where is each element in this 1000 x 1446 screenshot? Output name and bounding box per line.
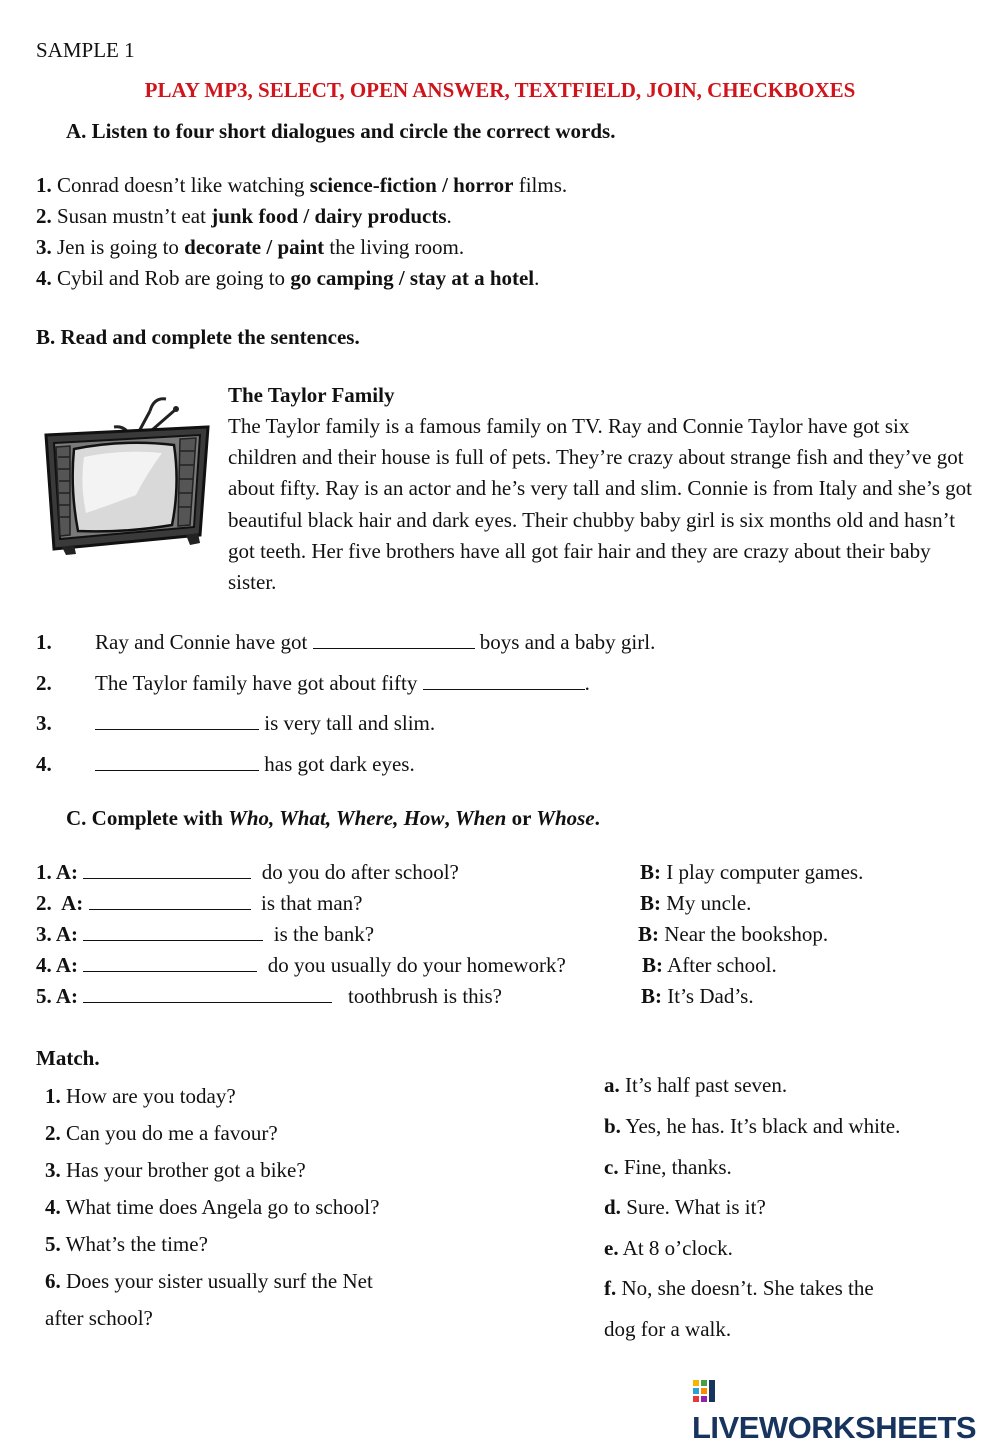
section-c-answer: B: I play computer games. bbox=[640, 860, 864, 884]
section-b-item: 4. bbox=[36, 752, 52, 776]
tv-icon bbox=[40, 385, 220, 555]
section-c-row: 3. A: is the bank? bbox=[36, 922, 375, 946]
section-c-answer: B: After school. bbox=[642, 953, 777, 977]
match-question[interactable]: 6. Does your sister usually surf the Net bbox=[45, 1269, 373, 1293]
textfield[interactable] bbox=[423, 671, 585, 690]
match-title: Match. bbox=[36, 1046, 100, 1070]
section-c-answer: B: Near the bookshop. bbox=[638, 922, 829, 946]
section-b-item: 1. bbox=[36, 630, 52, 654]
textfield[interactable] bbox=[313, 630, 475, 649]
liveworksheets-logo-icon bbox=[692, 1378, 716, 1405]
section-b-item: 2. bbox=[36, 671, 52, 695]
section-a-title: A. Listen to four short dialogues and circle the correct words. bbox=[66, 119, 616, 143]
match-answer[interactable]: b. Yes, he has. It’s black and white. bbox=[604, 1114, 901, 1138]
section-b-sentence: has got dark eyes. bbox=[95, 752, 415, 777]
section-c-row: 4. A: do you usually do your homework? bbox=[36, 953, 566, 977]
match-question-cont: after school? bbox=[45, 1306, 153, 1330]
textfield[interactable] bbox=[89, 891, 251, 910]
match-answer[interactable]: a. It’s half past seven. bbox=[604, 1073, 788, 1097]
textfield[interactable] bbox=[95, 711, 259, 730]
textfield[interactable] bbox=[83, 953, 257, 972]
section-b-item: 3. bbox=[36, 711, 52, 735]
match-answer[interactable]: c. Fine, thanks. bbox=[604, 1155, 732, 1179]
section-c-answer: B: My uncle. bbox=[640, 891, 752, 915]
textfield[interactable] bbox=[95, 752, 259, 771]
activity-types-heading: PLAY MP3, SELECT, OPEN ANSWER, TEXTFIELD, JOIN, CHECKBOXES bbox=[144, 78, 856, 102]
match-question[interactable]: 2. Can you do me a favour? bbox=[45, 1121, 278, 1145]
sample-label: SAMPLE 1 bbox=[36, 38, 135, 62]
section-b-sentence: Ray and Connie have got boys and a baby girl. bbox=[95, 630, 656, 654]
section-a-item: 2. Susan mustn’t eat junk food / dairy products. bbox=[36, 204, 452, 228]
reading-text: The Taylor family is a famous family on TV. Ray and Connie Taylor have got six children and their house is full of pets. They’re crazy about strange fish and they’ve got about fifty. Ray is an actor and he’s very tall and slim. Connie is from Italy and she’s got beautiful black hair and dark eyes. Their chubby baby girl is six months old and hasn’t got teeth. Her five brothers have all got fair hair and they are crazy about their baby sister. bbox=[228, 414, 972, 595]
match-question[interactable]: 1. How are you today? bbox=[45, 1084, 236, 1108]
match-answer-cont: dog for a walk. bbox=[604, 1317, 732, 1341]
section-a-item: 3. Jen is going to decorate / paint the living room. bbox=[36, 235, 465, 259]
section-b-sentence: is very tall and slim. bbox=[95, 711, 435, 736]
match-question[interactable]: 5. What’s the time? bbox=[45, 1232, 208, 1256]
match-question[interactable]: 4. What time does Angela go to school? bbox=[45, 1195, 380, 1219]
reading-title: The Taylor Family bbox=[228, 383, 395, 407]
textfield[interactable] bbox=[83, 860, 251, 879]
match-answer[interactable]: f. No, she doesn’t. She takes the bbox=[604, 1276, 874, 1300]
section-c-row: 2. A: is that man? bbox=[36, 891, 363, 915]
match-question[interactable]: 3. Has your brother got a bike? bbox=[45, 1158, 306, 1182]
match-answer[interactable]: d. Sure. What is it? bbox=[604, 1195, 766, 1219]
section-b-sentence: The Taylor family have got about fifty . bbox=[95, 671, 590, 695]
section-c-answer: B: It’s Dad’s. bbox=[641, 984, 754, 1008]
textfield[interactable] bbox=[83, 984, 332, 1003]
match-answer[interactable]: e. At 8 o’clock. bbox=[604, 1236, 733, 1260]
section-a-item: 4. Cybil and Rob are going to go camping / stay at a hotel. bbox=[36, 266, 540, 290]
textfield[interactable] bbox=[83, 922, 263, 941]
section-a-item: 1. Conrad doesn’t like watching science-fiction / horror films. bbox=[36, 173, 568, 197]
section-c-row: 5. A: toothbrush is this? bbox=[36, 984, 503, 1008]
choice-circle[interactable]: go camping / stay at a hotel bbox=[290, 266, 535, 290]
section-c-row: 1. A: do you do after school? bbox=[36, 860, 459, 884]
section-b-title: B. Read and complete the sentences. bbox=[36, 325, 360, 349]
choice-circle[interactable]: decorate / paint bbox=[184, 235, 325, 259]
liveworksheets-logo: LIVEWORKSHEETS bbox=[692, 1374, 1000, 1446]
choice-circle[interactable]: junk food / dairy products bbox=[211, 204, 447, 228]
choice-circle[interactable]: science-fiction / horror bbox=[309, 173, 514, 197]
section-c-title: C. Complete with Who, What, Where, How, When or Whose. bbox=[66, 806, 600, 830]
